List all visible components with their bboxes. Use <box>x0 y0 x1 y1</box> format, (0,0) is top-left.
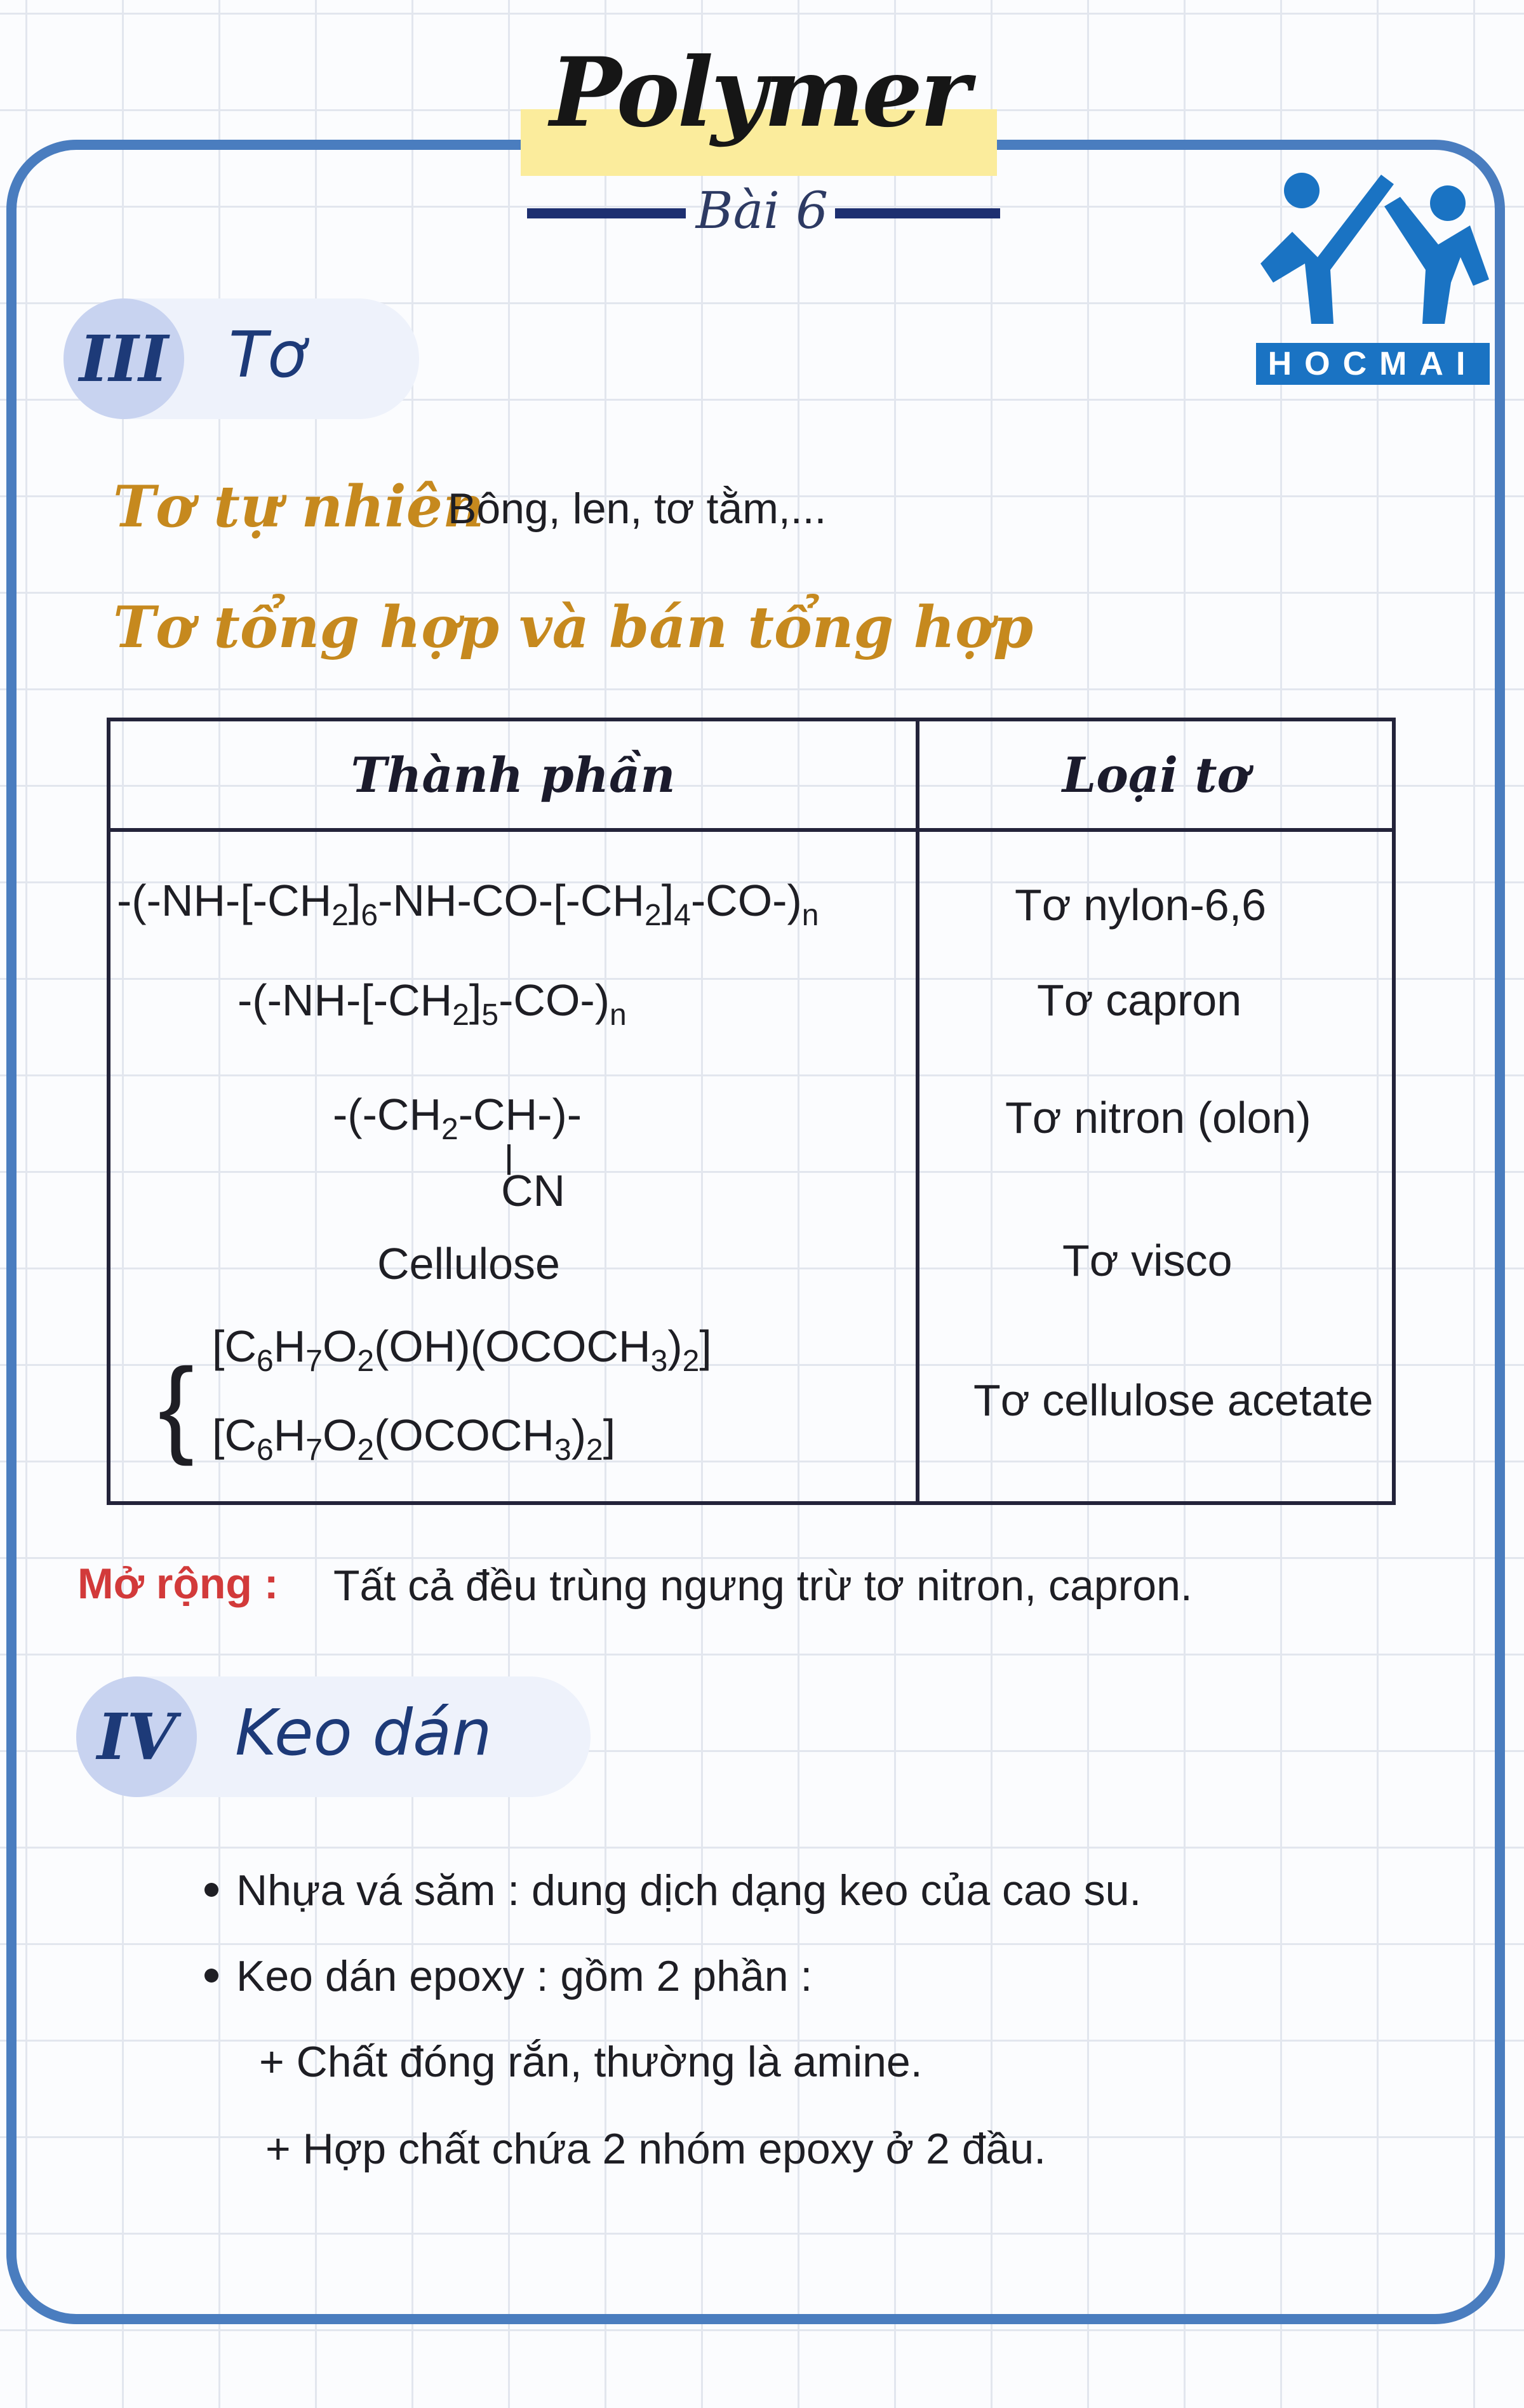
extension-label: Mở rộng : <box>77 1560 279 1608</box>
bullet-item: Nhựa vá săm : dung dịch dạng keo của cao su. <box>236 1866 1142 1915</box>
formula-nylon66: $-(-NH-[-CH_2]_6-NH-CO-[-CH_2]_4-CO-)_n$ <box>117 876 819 932</box>
formula-nitron-cn: CN <box>501 1166 566 1215</box>
section-3-title: Tơ <box>229 318 307 392</box>
lesson-divider-right <box>835 208 1000 218</box>
lesson-label: Bài 6 <box>695 181 829 240</box>
natural-fiber-heading: Tơ tự nhiên <box>113 473 485 540</box>
type-capron: Tơ capron <box>1037 975 1242 1025</box>
section-4-title: Keo dán <box>235 1696 492 1770</box>
formula-cellulose: Cellulose <box>377 1239 560 1288</box>
section-3-number: III <box>64 298 184 419</box>
fiber-table <box>107 718 1396 1505</box>
formula-nitron: $-(-CH_2-CH-)-$ <box>333 1090 582 1146</box>
page-title: Polymer <box>549 37 968 149</box>
sub-item: + Hợp chất chứa 2 nhóm epoxy ở 2 đầu. <box>265 2125 1046 2173</box>
natural-fiber-text: Bông, len, tơ tằm,... <box>448 485 827 533</box>
extension-text: Tất cả đều trùng ngưng trừ tơ nitron, capron. <box>333 1562 1193 1610</box>
logo-text: HOCMAI <box>1256 343 1490 385</box>
header-fiber-type: Loại tơ <box>918 719 1394 830</box>
bullet-icon <box>204 1883 218 1897</box>
sub-item: + Chất đóng rắn, thường là amine. <box>259 2038 923 2086</box>
type-visco: Tơ visco <box>1062 1236 1233 1285</box>
header-composition: Thành phần <box>109 719 918 830</box>
type-acetate: Tơ cellulose acetate <box>973 1375 1374 1425</box>
bullet-item: Keo dán epoxy : gồm 2 phần : <box>236 1952 813 2000</box>
type-nylon66: Tơ nylon-6,6 <box>1015 880 1267 930</box>
section-4-number: IV <box>76 1676 197 1797</box>
acetate-brace: { <box>158 1346 194 1467</box>
fiber-type-column <box>918 830 1394 1503</box>
lesson-divider-left <box>527 208 686 218</box>
synthetic-fiber-heading: Tơ tổng hợp và bán tổng hợp <box>113 594 1034 661</box>
bullet-icon <box>204 1969 218 1983</box>
formula-capron: $-(-NH-[-CH_2]_5-CO-)_n$ <box>237 975 627 1032</box>
formula-acetate-2: $[C_6H_7O_2(OCOCH_3)_2]$ <box>212 1410 616 1467</box>
composition-column <box>109 830 918 1503</box>
formula-acetate-1: $[C_6H_7O_2(OH)(OCOCH_3)_2]$ <box>212 1321 712 1378</box>
type-nitron: Tơ nitron (olon) <box>1005 1093 1311 1142</box>
